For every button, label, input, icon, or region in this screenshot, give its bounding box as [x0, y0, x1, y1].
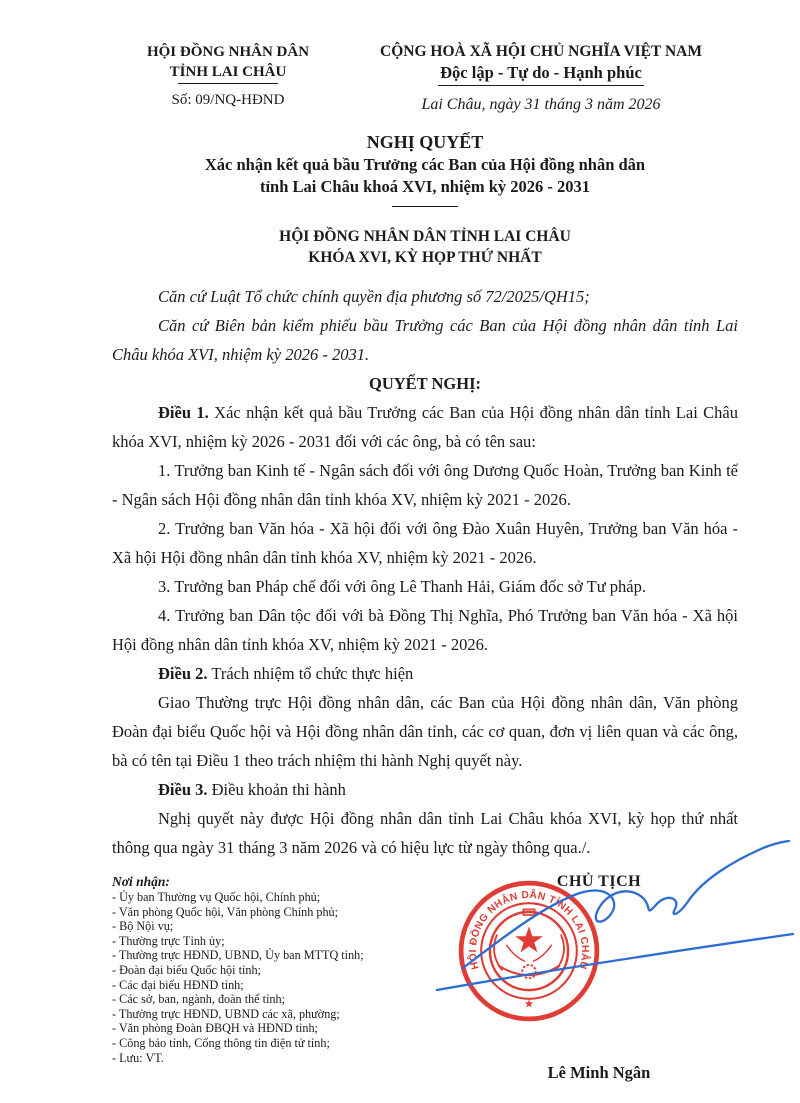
document-title-block — [112, 130, 738, 207]
recipient-item: - Văn phòng Đoàn ĐBQH và HĐND tỉnh; — [112, 1021, 318, 1036]
issuing-authority-line2: TỈNH LAI CHÂU — [169, 64, 287, 80]
issuing-authority-block — [112, 42, 344, 114]
article-text: 3. Trưởng ban Pháp chế đối với ông Lê Thanh Hải, Giám đốc sở Tư pháp. — [158, 577, 646, 596]
article-paragraph — [112, 659, 738, 688]
stamp-circular-text: HỘI ĐỒNG NHÂN DÂN TỈNH LAI CHÂU — [467, 889, 591, 971]
document-body — [112, 282, 738, 862]
signer-name: Lê Minh Ngân — [547, 1063, 651, 1082]
national-heading-block — [344, 42, 738, 114]
article-lead: Điều 1. — [158, 403, 209, 422]
document-type: NGHỊ QUYẾT — [366, 132, 484, 152]
signer-title: CHỦ TỊCH — [556, 873, 642, 890]
recipient-item: - Ủy ban Thường vụ Quốc hội, Chính phủ; — [112, 890, 321, 904]
document-header — [112, 42, 738, 114]
national-title: CỘNG HOÀ XÃ HỘI CHỦ NGHĨA VIỆT NAM — [380, 43, 702, 60]
document-subtitle-line2: tỉnh Lai Châu khoá XVI, nhiệm kỳ 2026 - 2031 — [259, 177, 591, 196]
article-text: Điều khoản thi hành — [207, 780, 346, 799]
recipient-item: - Công báo tỉnh, Cổng thông tin điện tử tỉnh; — [112, 1035, 330, 1050]
preamble-paragraph: Căn cứ Biên bản kiểm phiếu bầu Trưởng các Ban của Hội đồng nhân dân tỉnh Lai Châu khóa XVI, nhiệm kỳ 2026 - 2031. — [112, 316, 738, 364]
article-text: 4. Trưởng ban Dân tộc đối với bà Đồng Thị Nghĩa, Phó Trưởng ban Văn hóa - Xã hội Hội đồng nhân dân tỉnh khóa XV, nhiệm kỳ 2021 - 2026. — [112, 606, 738, 654]
recipient-item: - Bộ Nội vụ; — [112, 919, 174, 934]
title-divider — [392, 206, 458, 207]
article-paragraph — [112, 601, 738, 659]
article-text: Giao Thường trực Hội đồng nhân dân, các Ban của Hội đồng nhân dân, Văn phòng Đoàn đại biểu Quốc hội và Hội đồng nhân dân tỉnh, các cơ quan, đơn vị liên quan và các ông, bà có tên tại Điều 1 theo trách nhiệm thi hành Nghị quyết này. — [112, 693, 738, 770]
place-dateline: Lai Châu, ngày 31 tháng 3 năm 2026 — [421, 96, 661, 113]
article-text: Nghị quyết này được Hội đồng nhân dân tỉnh Lai Châu khóa XVI, kỳ họp thứ nhất thông qua ngày 31 tháng 3 năm 2026 và có hiệu lực từ ngày thông qua./. — [112, 809, 738, 857]
preamble-paragraph: Căn cứ Luật Tổ chức chính quyền địa phương số 72/2025/QH15; — [158, 287, 590, 306]
handwritten-signature — [425, 838, 800, 1006]
recipient-item: - Thường trực HĐND, UBND, Ủy ban MTTQ tỉnh; — [112, 948, 364, 963]
deciding-authority-line1: HỘI ĐỒNG NHÂN DÂN TỈNH LAI CHÂU — [279, 228, 571, 245]
article-lead: Điều 3. — [158, 780, 208, 799]
document-subtitle-line1: Xác nhận kết quả bầu Trưởng các Ban của Hội đồng nhân dân — [204, 155, 646, 174]
article-paragraph — [112, 775, 738, 804]
national-motto: Độc lập - Tự do - Hạnh phúc — [438, 62, 644, 86]
issuing-authority-line1: HỘI ĐỒNG NHÂN DÂN — [146, 44, 310, 60]
recipient-item: - Các đại biểu HĐND tỉnh; — [112, 977, 244, 992]
article-paragraph — [112, 456, 738, 514]
article-paragraph — [112, 514, 738, 572]
recipient-item: - Thường trực HĐND, UBND các xã, phường; — [112, 1006, 340, 1021]
stamp-star-icon: ★ — [523, 998, 535, 1011]
article-text: 1. Trưởng ban Kinh tế - Ngân sách đối với ông Dương Quốc Hoàn, Trưởng ban Kinh tế - Ngân sách Hội đồng nhân dân tỉnh khóa XV, nhiệm kỳ 2021 - 2026. — [112, 461, 738, 509]
article-text: Trách nhiệm tổ chức thực hiện — [207, 664, 414, 683]
article-text: 2. Trưởng ban Văn hóa - Xã hội đối với ông Đào Xuân Huyên, Trưởng ban Văn hóa - Xã hội Hội đồng nhân dân tỉnh khóa XV, nhiệm kỳ 2021 - 2026. — [112, 519, 738, 567]
recipient-item: - Đoàn đại biểu Quốc hội tỉnh; — [112, 962, 261, 977]
recipient-item: - Thường trực Tỉnh ủy; — [112, 933, 225, 948]
article-paragraph — [112, 572, 738, 601]
recipients-label: Nơi nhận: — [112, 874, 170, 889]
authority-underline — [178, 83, 278, 84]
document-number: Số: 09/NQ-HĐND — [171, 92, 285, 108]
recipient-item: - Lưu: VT. — [112, 1050, 164, 1065]
recipients-block — [112, 873, 442, 1083]
article-text: Xác nhận kết quả bầu Trưởng các Ban của Hội đồng nhân dân tỉnh Lai Châu khóa XVI, nhiệm kỳ 2026 - 2031 đối với các ông, bà có tên sau: — [112, 403, 739, 451]
article-lead: Điều 2. — [158, 664, 208, 683]
article-paragraph — [112, 398, 738, 456]
recipient-item: - Văn phòng Quốc hội, Văn phòng Chính phủ; — [112, 904, 339, 919]
decree-heading: QUYẾT NGHỊ: — [368, 374, 481, 393]
deciding-authority-block — [112, 226, 738, 268]
recipient-item: - Các sở, ban, ngành, đoàn thể tỉnh; — [112, 992, 285, 1007]
article-paragraph — [112, 688, 738, 775]
deciding-authority-line2: KHÓA XVI, KỲ HỌP THỨ NHẤT — [308, 249, 542, 266]
